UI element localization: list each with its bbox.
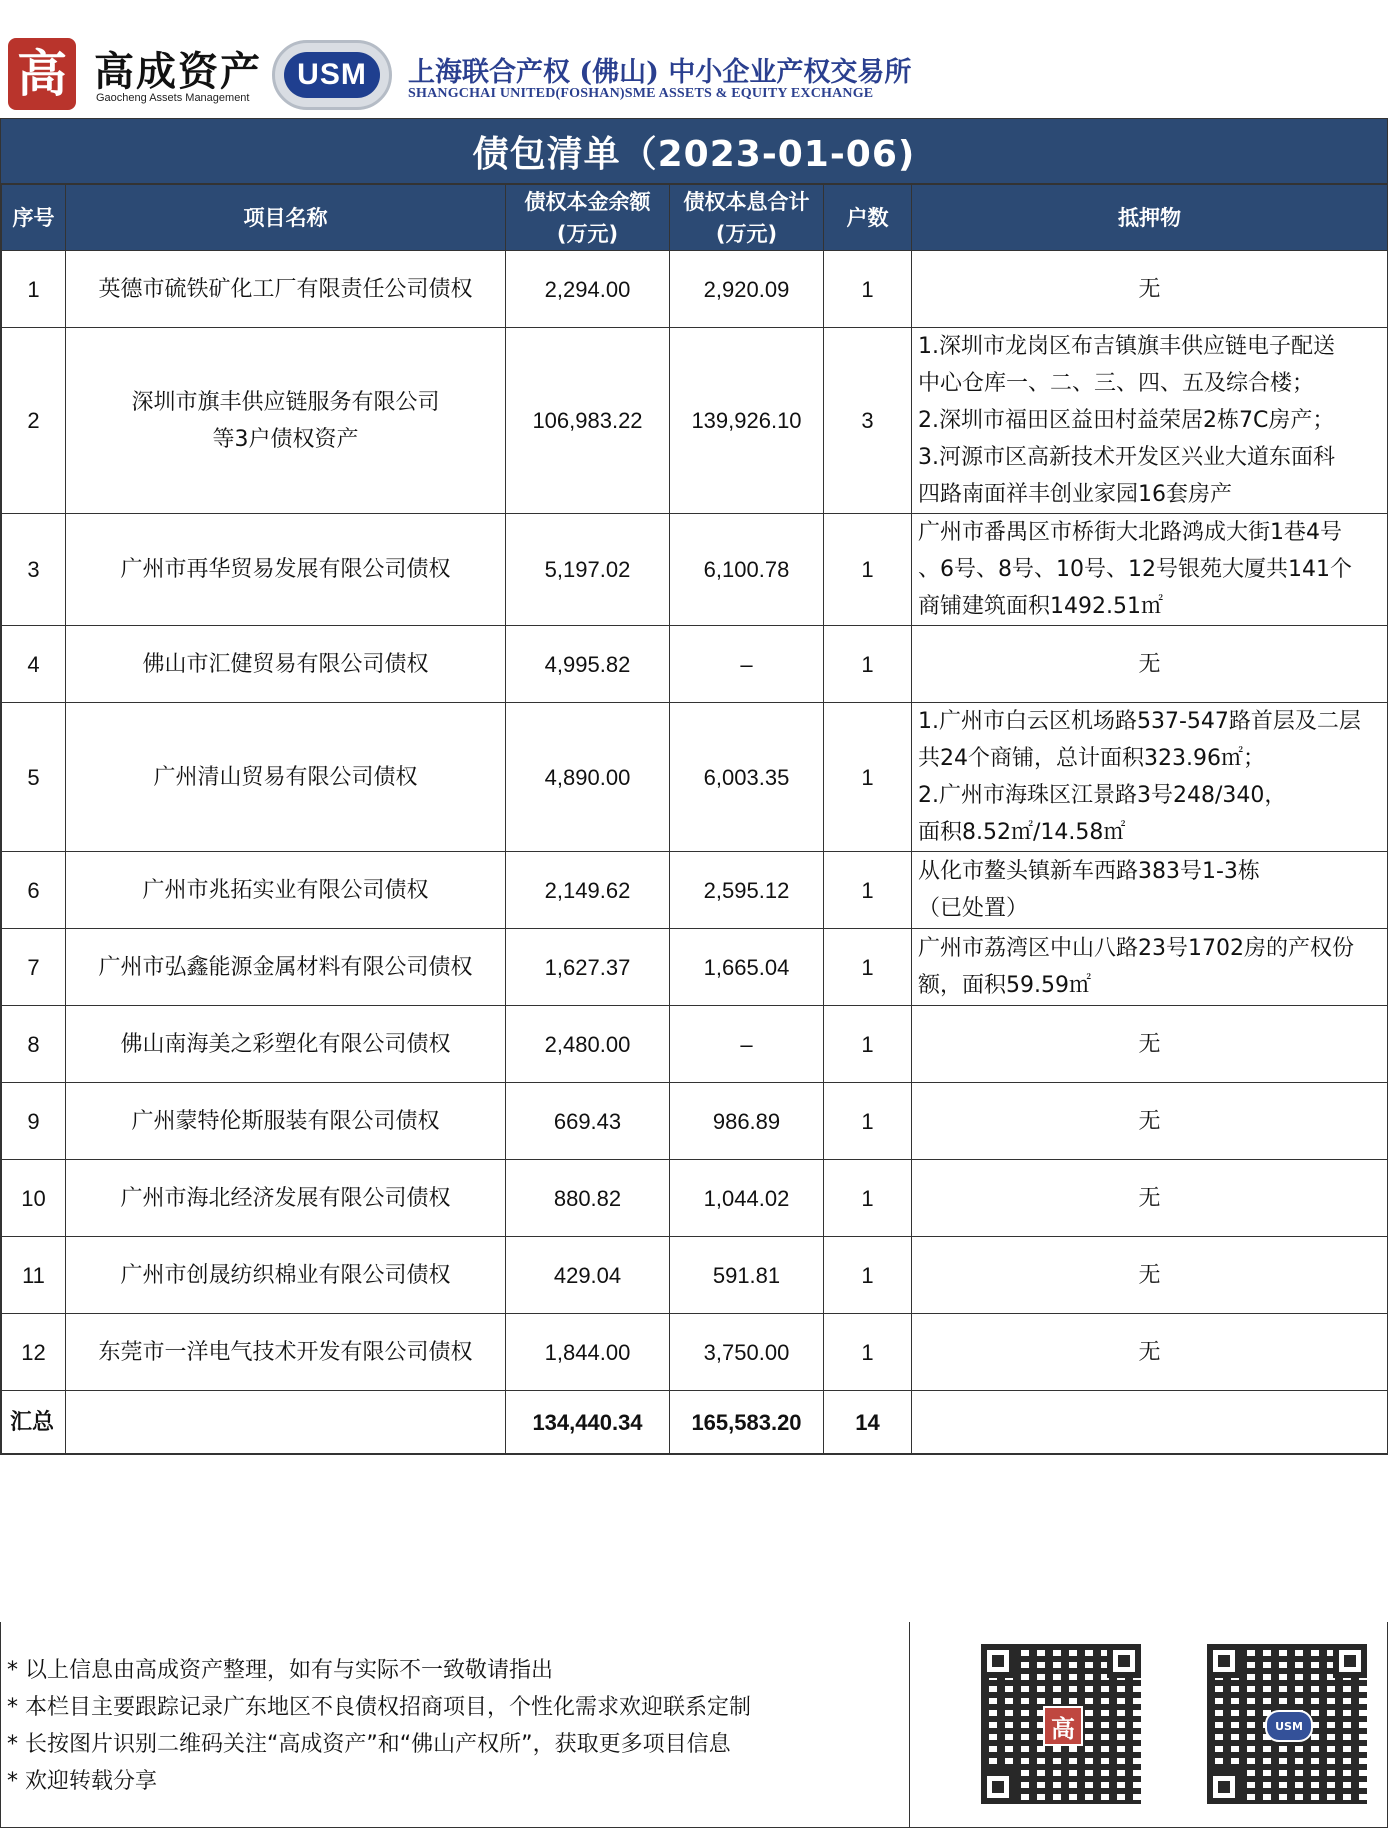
collateral-line: 无 xyxy=(1138,276,1161,302)
project-name xyxy=(66,1083,506,1160)
note-item: * 欢迎转载分享 xyxy=(7,1769,157,1794)
collateral xyxy=(912,1237,1388,1314)
principal-interest-total: 6,003.35 xyxy=(670,703,824,852)
project-name xyxy=(66,1006,506,1083)
collateral-line: 、6号、8号、10号、12号银苑大厦共141个 xyxy=(918,557,1352,582)
table-row xyxy=(2,1314,1388,1391)
row-number: 3 xyxy=(2,514,66,626)
qr-code-gaocheng[interactable] xyxy=(981,1644,1141,1804)
debt-table xyxy=(1,184,1388,1454)
exchange-name: 上海联合产权 (佛山) 中小企业产权交易所 xyxy=(408,57,912,88)
principal-interest-total: – xyxy=(670,626,824,703)
project-name-line: 佛山南海美之彩塑化有限公司债权 xyxy=(120,1031,451,1057)
collateral-line: 2.深圳市福田区益田村益荣居2栋7C房产； xyxy=(918,408,1335,433)
principal-balance: 880.82 xyxy=(506,1160,670,1237)
household-count: 1 xyxy=(824,1006,912,1083)
note-item: * 以上信息由高成资产整理，如有与实际不一致敬请指出 xyxy=(7,1658,553,1683)
row-number: 11 xyxy=(2,1237,66,1314)
row-number: 4 xyxy=(2,626,66,703)
usm-logo xyxy=(272,40,392,110)
row-number: 1 xyxy=(2,251,66,328)
collateral xyxy=(912,1160,1388,1237)
household-count: 1 xyxy=(824,1160,912,1237)
qr-finder-icon xyxy=(1107,1644,1141,1678)
principal-interest-total: 139,926.10 xyxy=(670,328,824,514)
collateral xyxy=(912,1006,1388,1083)
project-name xyxy=(66,1237,506,1314)
col-header-no: 序号 xyxy=(2,185,66,251)
usm-logo-text: USM xyxy=(284,52,380,98)
household-count: 1 xyxy=(824,1314,912,1391)
project-name-line: 广州市兆拓实业有限公司债权 xyxy=(142,877,429,903)
principal-interest-total: 1,665.04 xyxy=(670,929,824,1006)
household-count: 3 xyxy=(824,328,912,514)
exchange-english-name: SHANGCHAI UNITED(FOSHAN)SME ASSETS & EQUITY EXCHANGE xyxy=(408,86,874,101)
collateral-line: 共24个商铺，总计面积323.96㎡； xyxy=(918,746,1265,771)
project-name-line: 英德市硫铁矿化工厂有限责任公司债权 xyxy=(98,276,473,302)
collateral-line: 3.河源市区高新技术开发区兴业大道东面科 xyxy=(918,445,1335,470)
col-header-name: 项目名称 xyxy=(66,185,506,251)
table-body xyxy=(2,251,1388,1391)
table-row xyxy=(2,251,1388,328)
principal-interest-total: 3,750.00 xyxy=(670,1314,824,1391)
household-count: 1 xyxy=(824,852,912,929)
principal-balance: 669.43 xyxy=(506,1083,670,1160)
collateral-line: 广州市番禺区市桥街大北路鸿成大街1巷4号 xyxy=(918,520,1342,545)
principal-interest-total: 986.89 xyxy=(670,1083,824,1160)
household-count: 1 xyxy=(824,1083,912,1160)
collateral-line: 额，面积59.59㎡ xyxy=(918,973,1091,998)
project-name-line: 广州市创晟纺织棉业有限公司债权 xyxy=(120,1262,451,1288)
project-name xyxy=(66,1314,506,1391)
table-row xyxy=(2,929,1388,1006)
qr-finder-icon xyxy=(981,1644,1015,1678)
collateral xyxy=(912,929,1388,1006)
project-name-line: 广州蒙特伦斯服装有限公司债权 xyxy=(131,1108,440,1134)
principal-balance: 2,294.00 xyxy=(506,251,670,328)
collateral-line: 面积8.52㎡/14.58㎡ xyxy=(918,820,1126,845)
project-name-line: 广州市海北经济发展有限公司债权 xyxy=(120,1185,451,1211)
col-header-principal-line1: 债权本金余额 xyxy=(524,189,651,214)
collateral xyxy=(912,626,1388,703)
collateral-line: 1.深圳市龙岗区布吉镇旗丰供应链电子配送 xyxy=(918,334,1335,359)
col-header-total-line2: (万元) xyxy=(715,221,778,246)
collateral xyxy=(912,1083,1388,1160)
table-row xyxy=(2,1237,1388,1314)
principal-balance: 4,890.00 xyxy=(506,703,670,852)
project-name xyxy=(66,626,506,703)
collateral-line: 无 xyxy=(1138,1031,1161,1057)
table-row xyxy=(2,626,1388,703)
collateral-line: 商铺建筑面积1492.51㎡ xyxy=(918,594,1163,619)
collateral-line: 1.广州市白云区机场路537-547路首层及二层 xyxy=(918,709,1361,734)
project-name xyxy=(66,328,506,514)
project-name xyxy=(66,514,506,626)
collateral-line: 无 xyxy=(1138,1339,1161,1365)
col-header-total xyxy=(670,185,824,251)
table-row xyxy=(2,514,1388,626)
table-row xyxy=(2,703,1388,852)
project-name-line: 佛山市汇健贸易有限公司债权 xyxy=(142,651,429,677)
project-name-line: 广州市弘鑫能源金属材料有限公司债权 xyxy=(98,954,473,980)
col-header-principal xyxy=(506,185,670,251)
project-name-line: 东莞市一洋电气技术开发有限公司债权 xyxy=(98,1339,473,1365)
collateral-line: 四路南面祥丰创业家园16套房产 xyxy=(918,482,1232,507)
project-name xyxy=(66,1160,506,1237)
debt-package-sheet xyxy=(0,118,1388,1455)
collateral-line: 2.广州市海珠区江景路3号248/340， xyxy=(918,783,1287,808)
qr-finder-icon xyxy=(1333,1644,1367,1678)
qr-center-logo-icon: 高 xyxy=(1043,1706,1083,1746)
principal-interest-total: 2,920.09 xyxy=(670,251,824,328)
qr-finder-icon xyxy=(1207,1770,1241,1804)
table-header-row xyxy=(2,185,1388,251)
principal-balance: 5,197.02 xyxy=(506,514,670,626)
project-name xyxy=(66,251,506,328)
notes-list xyxy=(7,1652,887,1800)
summary-collateral-cell xyxy=(912,1391,1388,1454)
project-name-line: 广州清山贸易有限公司债权 xyxy=(153,764,418,790)
table-row xyxy=(2,852,1388,929)
collateral xyxy=(912,514,1388,626)
collateral-line: 中心仓库一、二、三、四、五及综合楼； xyxy=(918,371,1315,396)
project-name-line: 广州市再华贸易发展有限公司债权 xyxy=(120,557,451,582)
row-number: 2 xyxy=(2,328,66,514)
project-name-line: 深圳市旗丰供应链服务有限公司 xyxy=(131,389,440,415)
principal-interest-total: 591.81 xyxy=(670,1237,824,1314)
summary-label: 汇总 xyxy=(2,1391,66,1454)
household-count: 1 xyxy=(824,251,912,328)
principal-interest-total: – xyxy=(670,1006,824,1083)
collateral-line: 广州市荔湾区中山八路23号1702房的产权份 xyxy=(918,936,1354,961)
brand-english-name: Gaocheng Assets Management xyxy=(96,92,250,104)
principal-balance: 2,480.00 xyxy=(506,1006,670,1083)
collateral xyxy=(912,251,1388,328)
collateral-line: 从化市鳌头镇新车西路383号1-3栋 xyxy=(918,859,1260,884)
table-row xyxy=(2,328,1388,514)
page-footer xyxy=(0,1622,1388,1828)
page-header xyxy=(0,0,1388,118)
household-count: 1 xyxy=(824,703,912,852)
collateral xyxy=(912,852,1388,929)
principal-interest-total: 1,044.02 xyxy=(670,1160,824,1237)
collateral xyxy=(912,1314,1388,1391)
collateral-line: 无 xyxy=(1138,1108,1161,1134)
gaocheng-seal-logo: 高 xyxy=(8,38,76,110)
collateral xyxy=(912,703,1388,852)
collateral xyxy=(912,328,1388,514)
row-number: 12 xyxy=(2,1314,66,1391)
row-number: 5 xyxy=(2,703,66,852)
table-row xyxy=(2,1006,1388,1083)
principal-balance: 4,995.82 xyxy=(506,626,670,703)
brand-name: 高成资产 xyxy=(94,49,262,95)
summary-principal: 134,440.34 xyxy=(506,1391,670,1454)
col-header-count: 户数 xyxy=(824,185,912,251)
principal-interest-total: 2,595.12 xyxy=(670,852,824,929)
col-header-principal-line2: (万元) xyxy=(556,221,619,246)
row-number: 6 xyxy=(2,852,66,929)
footer-divider xyxy=(909,1622,910,1827)
qr-finder-icon xyxy=(1207,1644,1241,1678)
summary-total: 165,583.20 xyxy=(670,1391,824,1454)
collateral-line: 无 xyxy=(1138,1185,1161,1211)
row-number: 8 xyxy=(2,1006,66,1083)
collateral-line: 无 xyxy=(1138,1262,1161,1288)
qr-finder-icon xyxy=(981,1770,1015,1804)
col-header-collateral: 抵押物 xyxy=(912,185,1388,251)
principal-balance: 429.04 xyxy=(506,1237,670,1314)
principal-balance: 106,983.22 xyxy=(506,328,670,514)
row-number: 7 xyxy=(2,929,66,1006)
household-count: 1 xyxy=(824,929,912,1006)
col-header-total-line1: 债权本息合计 xyxy=(683,189,810,214)
summary-count: 14 xyxy=(824,1391,912,1454)
collateral-line: 无 xyxy=(1138,651,1161,677)
principal-balance: 1,844.00 xyxy=(506,1314,670,1391)
project-name xyxy=(66,703,506,852)
qr-center-logo-icon: USM xyxy=(1265,1710,1313,1742)
principal-balance: 1,627.37 xyxy=(506,929,670,1006)
collateral-line: （已处置） xyxy=(918,896,1029,921)
household-count: 1 xyxy=(824,514,912,626)
summary-name-cell xyxy=(66,1391,506,1454)
project-name xyxy=(66,852,506,929)
table-row xyxy=(2,1160,1388,1237)
household-count: 1 xyxy=(824,1237,912,1314)
principal-balance: 2,149.62 xyxy=(506,852,670,929)
row-number: 10 xyxy=(2,1160,66,1237)
note-item: * 本栏目主要跟踪记录广东地区不良债权招商项目，个性化需求欢迎联系定制 xyxy=(7,1695,751,1720)
table-row xyxy=(2,1083,1388,1160)
principal-interest-total: 6,100.78 xyxy=(670,514,824,626)
note-item: * 长按图片识别二维码关注“高成资产”和“佛山产权所”，获取更多项目信息 xyxy=(7,1732,731,1757)
household-count: 1 xyxy=(824,626,912,703)
project-name-line: 等3户债权资产 xyxy=(212,426,359,452)
sheet-title: 债包清单（2023-01-06) xyxy=(1,119,1387,184)
summary-row xyxy=(2,1391,1388,1454)
qr-code-usm[interactable] xyxy=(1207,1644,1367,1804)
project-name xyxy=(66,929,506,1006)
row-number: 9 xyxy=(2,1083,66,1160)
